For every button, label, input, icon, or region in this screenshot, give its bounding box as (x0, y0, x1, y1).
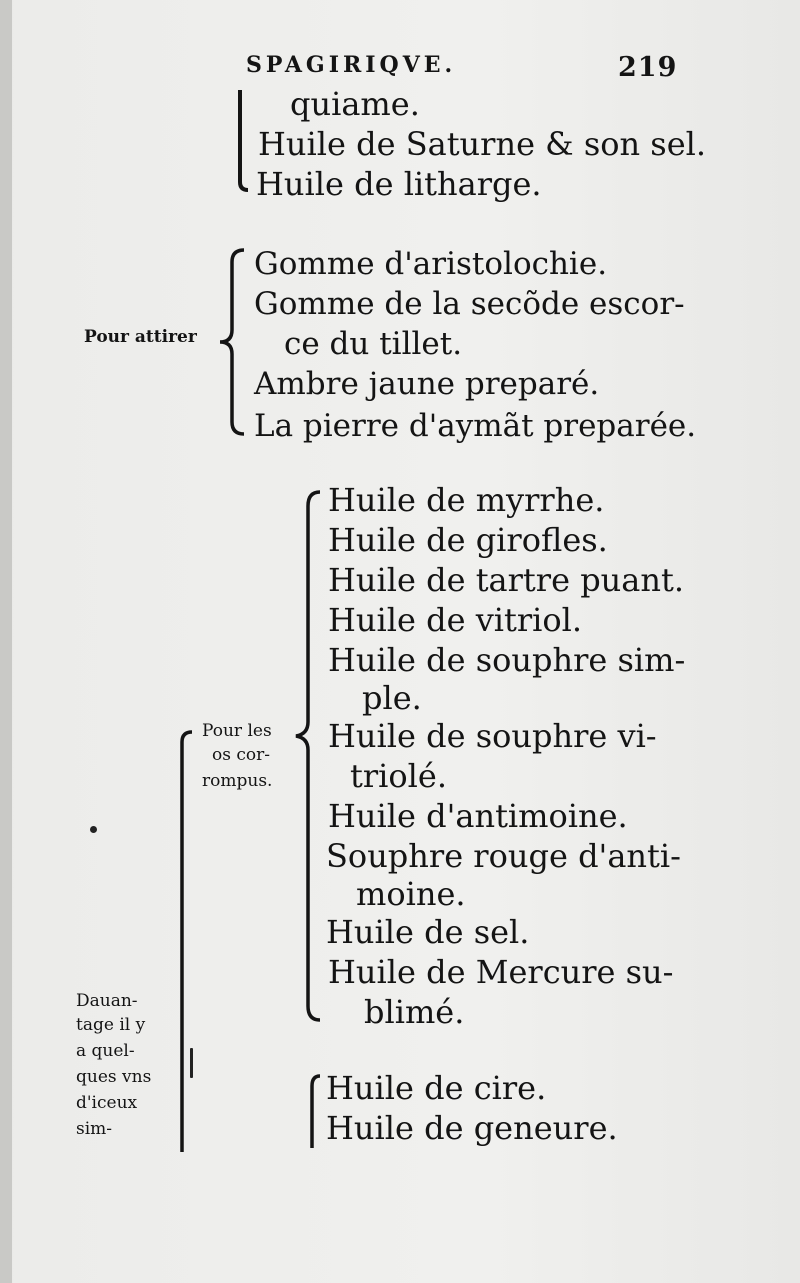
text-line: Huile de cire. (326, 1069, 547, 1107)
text-line: Huile de myrrhe. (328, 481, 605, 519)
bracket-saturne (232, 86, 252, 196)
text-line: Souphre rouge d'anti- (326, 837, 681, 875)
group-label-dauantage-line: tage il y (76, 1015, 146, 1035)
text-line: Huile de souphre vi- (328, 717, 657, 755)
ink-speck (90, 826, 97, 833)
text-line: moine. (356, 875, 466, 913)
text-line: Huile de girofles. (328, 521, 608, 559)
text-line: Huile de vitriol. (328, 601, 583, 639)
text-line: Huile de Mercure su- (328, 953, 674, 991)
ink-speck (190, 1048, 193, 1078)
text-line: Huile de geneure. (326, 1109, 618, 1147)
group-label-dauantage-line: d'iceux (76, 1093, 138, 1113)
text-line: quiame. (290, 85, 420, 123)
curly-brace-os (292, 486, 326, 1026)
text-line: Huile de sel. (326, 913, 530, 951)
text-line: ce du tillet. (284, 326, 463, 362)
text-line: Ambre jaune preparé. (254, 366, 600, 402)
group-label-dauantage-line: sim- (76, 1119, 113, 1139)
text-line: Gomme de la secõde escor- (254, 286, 685, 322)
text-line: Huile de souphre sim- (328, 641, 686, 679)
group-label-dauantage-line: a quel- (76, 1041, 135, 1061)
running-title: SPAGIRIQVE. (246, 52, 457, 78)
group-label-dauantage-line: Dauan- (76, 991, 138, 1011)
page-spine-shadow (0, 0, 12, 1283)
curly-brace-attirer (214, 246, 250, 438)
group-label-os-line: Pour les (202, 721, 272, 741)
text-line: Gomme d'aristolochie. (254, 246, 608, 282)
page-number: 219 (618, 52, 678, 83)
bracket-cire (302, 1072, 324, 1152)
group-label-os-line: os cor- (212, 745, 270, 765)
text-line: Huile d'antimoine. (328, 797, 628, 835)
text-line: Huile de tartre puant. (328, 561, 684, 599)
text-line: Huile de litharge. (256, 165, 542, 203)
outer-bracket (174, 728, 196, 1156)
text-line: La pierre d'aymãt preparée. (254, 408, 697, 444)
text-line: triolé. (350, 757, 447, 795)
text-line: Huile de Saturne & son sel. (258, 125, 707, 163)
group-label-dauantage-line: ques vns (76, 1067, 152, 1087)
text-line: blimé. (364, 993, 465, 1031)
text-line: ple. (362, 679, 422, 717)
group-label-attirer: Pour attirer (84, 327, 197, 347)
group-label-os-line: rompus. (202, 771, 273, 791)
